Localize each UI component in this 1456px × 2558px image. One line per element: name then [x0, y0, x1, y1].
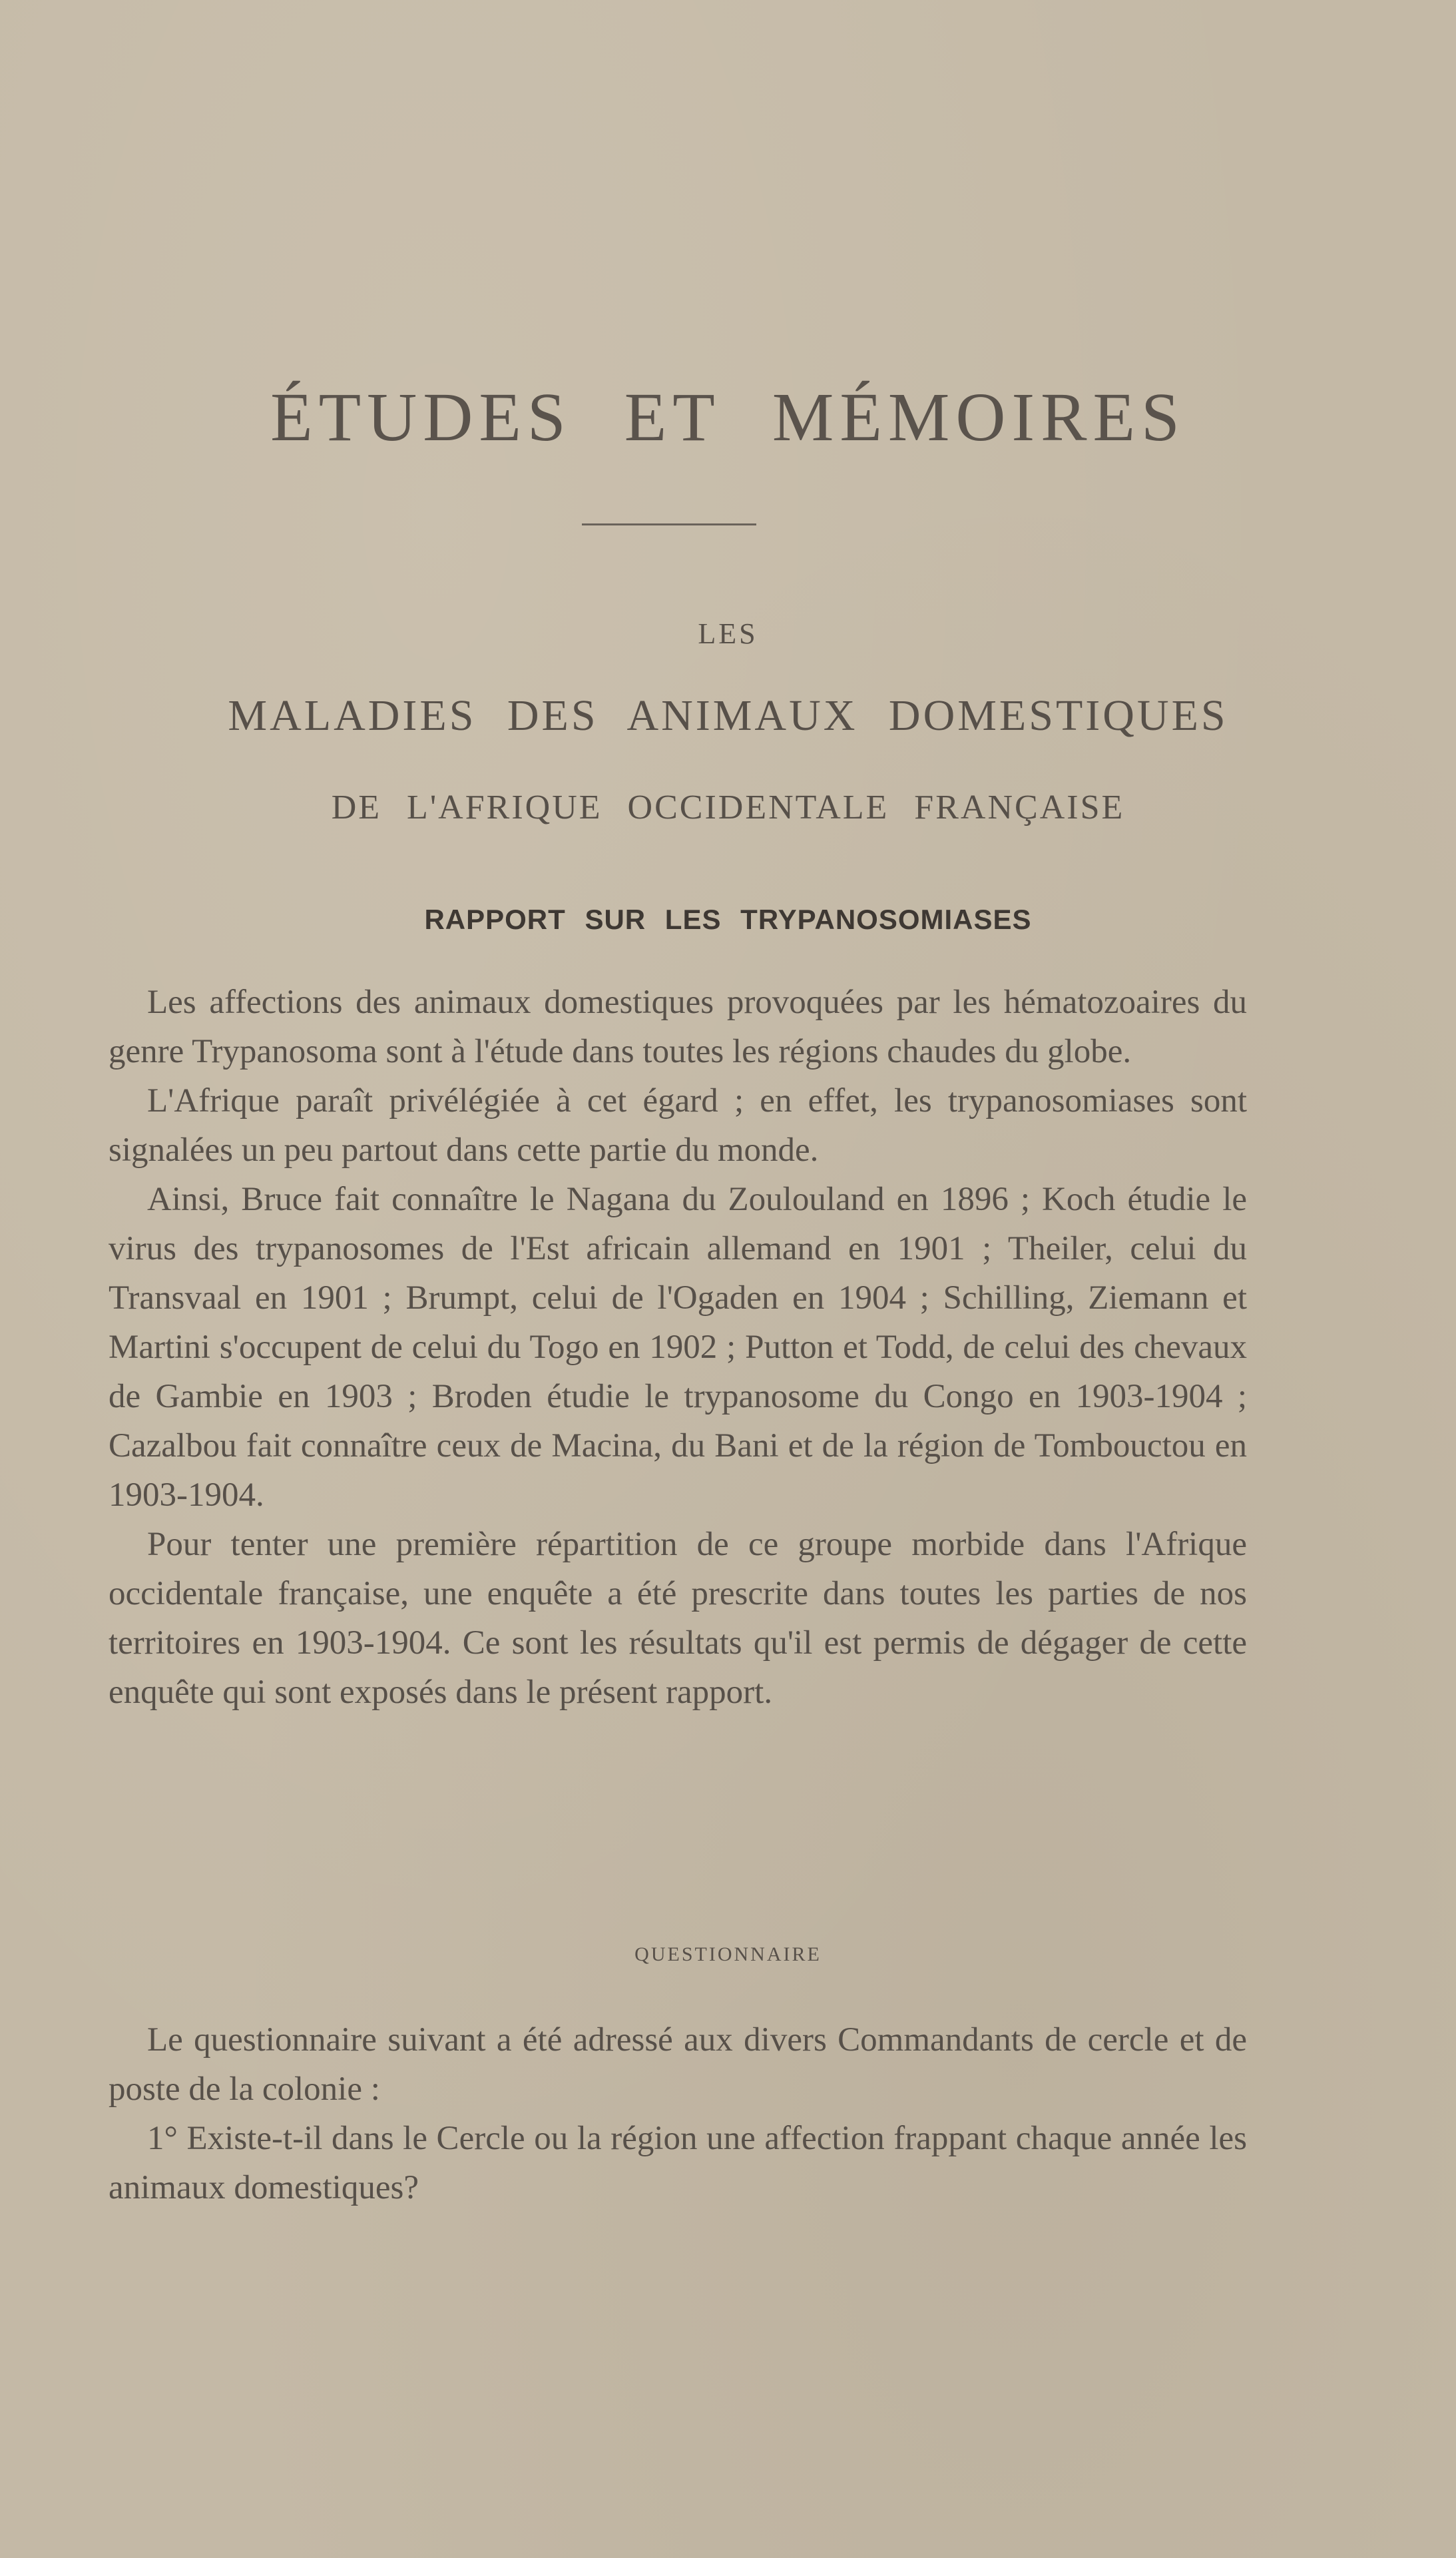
title-divider	[582, 523, 756, 525]
paragraph: L'Afrique paraît privélégiée à cet égard ; en effet, les trypanosomiases sont signalées un peu partout dans cette partie du monde.	[109, 1082, 1247, 1169]
section-heading: QUESTIONNAIRE	[634, 1943, 822, 1965]
paragraph: Les affections des animaux domestiques provoquées par les hématozoaires du genre Trypanosoma sont à l'étude dans toutes les régions chaudes du globe.	[109, 984, 1247, 1070]
main-title: ÉTUDES ET MÉMOIRES	[270, 379, 1186, 456]
questionnaire-text	[109, 2015, 1247, 2212]
article-prefix: LES	[698, 617, 758, 650]
article-title: MALADIES DES ANIMAUX DOMESTIQUES	[228, 691, 1228, 740]
paragraph: Ainsi, Bruce fait connaître le Nagana du Zoulouland en 1896 ; Koch étudie le virus des trypanosomes de l'Est africain allemand en 1901 ; Theiler, celui du Transvaal en 1901 ; Brumpt, celui de l'Ogaden en 1904 ; Schilling, Ziemann et Martini s'occupent de celui du Togo en 1902 ; Putton et Todd, de celui des chevaux de Gambie en 1903 ; Broden étudie le trypanosome du Congo en 1903-1904 ; Cazalbou fait connaître ceux de Macina, du Bani et de la région de Tombouctou en 1903-1904.	[109, 1181, 1247, 1514]
paragraph: Pour tenter une première répartition de ce groupe morbide dans l'Afrique occidentale française, une enquête a été prescrite dans toutes les parties de nos territoires en 1903-1904. Ce sont les résultats qu'il est permis de dégager de cette enquête qui sont exposés dans le présent rapport.	[109, 1526, 1247, 1711]
article-subtitle: DE L'AFRIQUE OCCIDENTALE FRANÇAISE	[331, 789, 1125, 826]
paragraph: Le questionnaire suivant a été adressé aux divers Commandants de cercle et de poste de la colonie :	[109, 2021, 1247, 2108]
report-title: RAPPORT SUR LES TRYPANOSOMIASES	[424, 904, 1032, 935]
paragraph: 1° Existe-t-il dans le Cercle ou la région une affection frappant chaque année les animaux domestiques?	[109, 2120, 1247, 2206]
body-text	[109, 978, 1247, 1717]
